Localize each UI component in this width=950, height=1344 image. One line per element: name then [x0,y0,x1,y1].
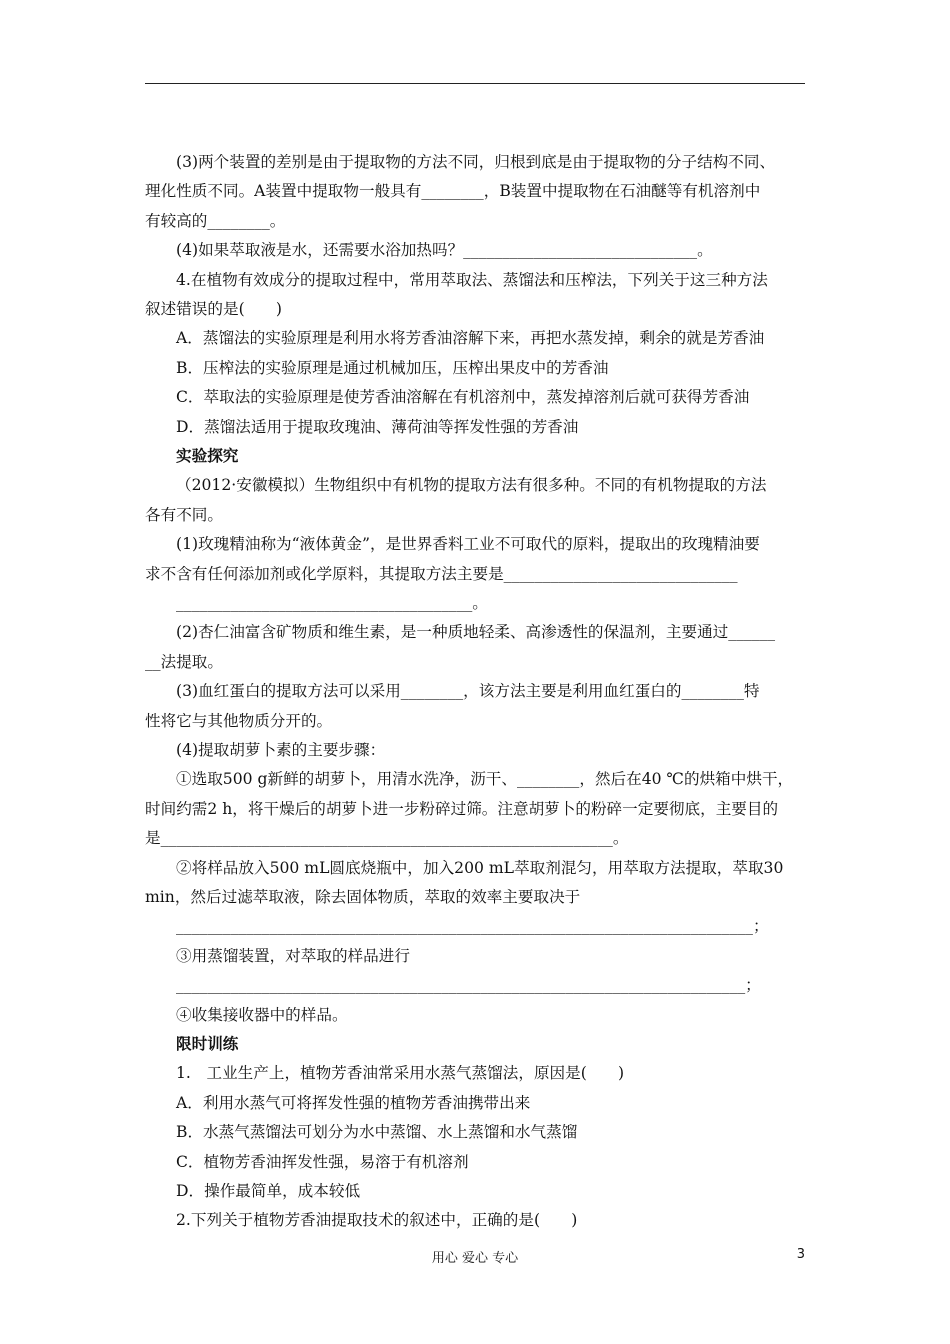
text-line: 时间约需2 h，将干燥后的胡萝卜进一步粉碎过筛。注意胡萝卜的粉碎一定要彻底，主要目的 [145,799,779,818]
text-line: 理化性质不同。A装置中提取物一般具有________，B装置中提取物在石油醚等有机溶剂中 [145,182,761,201]
text-line: (2)杏仁油富含矿物质和维生素，是一种质地轻柔、高渗透性的保温剂，主要通过______ [176,623,776,642]
section-heading: 实验探究 [176,446,239,465]
header-rule [145,83,805,84]
text-line: ③用蒸馏装置，对萃取的样品进行 [176,946,410,965]
text-line: D．操作最简单，成本较低 [176,1182,361,1200]
text-line: 是__________________________________________________________。 [145,829,629,848]
text-line: A．利用水蒸气可将挥发性强的植物芳香油携带出来 [176,1093,531,1112]
section-heading: 限时训练 [176,1034,239,1053]
text-line: _________________________________________________________________________； [176,976,761,995]
text-line: ④收集接收器中的样品。 [176,1005,348,1024]
text-line: (1)玫瑰精油称为“液体黄金”，是世界香料工业不可取代的原料，提取出的玫瑰精油要 [176,535,760,554]
text-line: ______________________________________。 [176,594,488,612]
text-line: (3)两个装置的差别是由于提取物的方法不同，归根到底是由于提取物的分子结构不同、 [176,153,776,171]
text-line: (4)如果萃取液是水，还需要水浴加热吗？______________________________。 [176,241,713,260]
text-line: B．压榨法的实验原理是通过机械加压，压榨出果皮中的芳香油 [176,358,609,377]
text-line: ①选取500 g新鲜的胡萝卜，用清水洗净，沥干、________，然后在40 ℃的烘箱中烘干， [176,770,794,789]
text-line: (3)血红蛋白的提取方法可以采用________，该方法主要是利用血红蛋白的________特 [176,682,760,701]
text-line: 性将它与其他物质分开的。 [145,711,333,730]
page-number: 3 [796,1247,805,1262]
footer-motto: 用心 爱心 专心 [431,1251,519,1266]
text-line: 求不含有任何添加剂或化学原料，其提取方法主要是______________________________ [145,564,738,583]
text-line: ②将样品放入500 mL圆底烧瓶中，加入200 mL萃取剂混匀，用萃取方法提取，萃取30 [176,858,784,877]
text-line: 2.下列关于植物芳香油提取技术的叙述中，正确的是( ) [176,1211,578,1230]
text-line: 有较高的________。 [145,211,286,230]
text-line: 1. 工业生产上，植物芳香油常采用水蒸气蒸馏法，原因是( ) [176,1064,625,1083]
text-line: __________________________________________________________________________； [176,917,769,936]
text-line: __法提取。 [145,652,223,671]
text-line: 叙述错误的是( ) [145,300,282,318]
text-line: D．蒸馏法适用于提取玫瑰油、薄荷油等挥发性强的芳香油 [176,417,579,436]
text-line: C．萃取法的实验原理是使芳香油溶解在有机溶剂中，蒸发掉溶剂后就可获得芳香油 [176,388,750,407]
text-line: 各有不同。 [145,505,223,524]
text-line: 4.在植物有效成分的提取过程中，常用萃取法、蒸馏法和压榨法，下列关于这三种方法 [176,270,768,289]
text-line: A．蒸馏法的实验原理是利用水将芳香油溶解下来，再把水蒸发掉，剩余的就是芳香油 [176,329,765,348]
text-line: C．植物芳香油挥发性强，易溶于有机溶剂 [176,1152,469,1171]
text-line: min，然后过滤萃取液，除去固体物质，萃取的效率主要取决于 [145,888,581,906]
text-line: （2012·安徽模拟）生物组织中有机物的提取方法有很多种。不同的有机物提取的方法 [176,476,767,495]
text-line: (4)提取胡萝卜素的主要步骤： [176,741,386,759]
text-line: B．水蒸气蒸馏法可划分为水中蒸馏、水上蒸馏和水气蒸馏 [176,1123,578,1142]
